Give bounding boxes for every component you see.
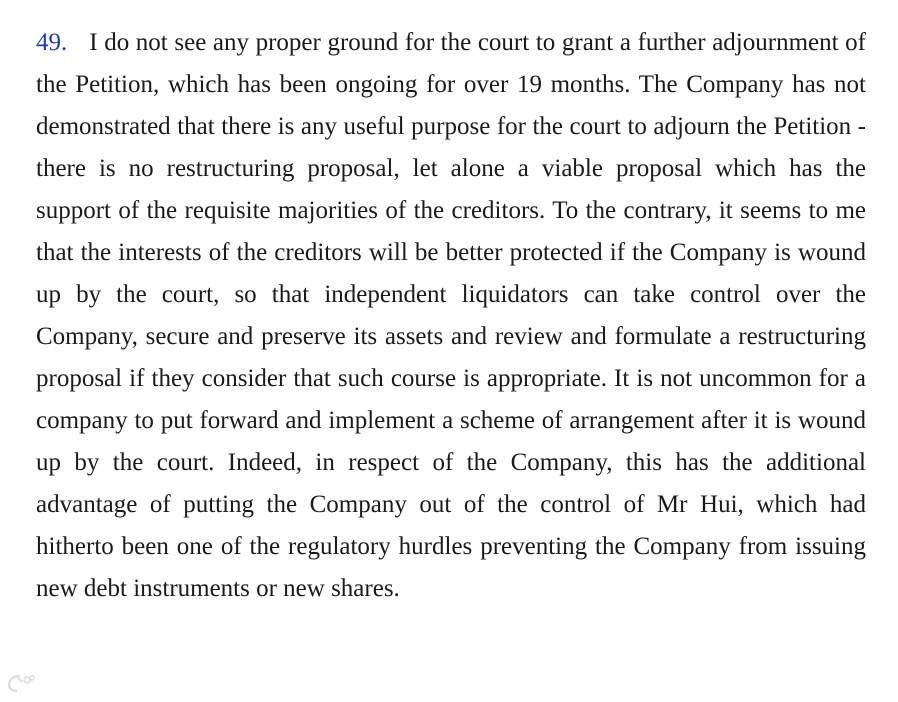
- watermark: [6, 672, 36, 694]
- judgment-page: [36, 22, 866, 610]
- paragraph-number: 49.: [36, 29, 68, 56]
- paragraph-text: I do not see any proper ground for the court to grant a further adjournment of the Petition, which has been ongoing for over 19 months. The Company has not demonstrated that there is any useful purpose for the court to adjourn the Petition - there is no restructuring proposal, let alone a viable proposal which has the support of the requisite majorities of the creditors. To the contrary, it seems to me that the interests of the creditors will be better protected if the Company is wound up by the court, so that independent liquidators can take control over the Company, secure and preserve its assets and review and formulate a restructuring proposal if they consider that such course is appropriate. It is not uncommon for a company to put forward and implement a scheme of arrangement after it is wound up by the court. Indeed, in respect of the Company, this has the additional advantage of putting the Company out of the control of Mr Hui, which had hitherto been one of the regulatory hurdles preventing the Company from issuing new debt instruments or new shares.: [36, 29, 866, 602]
- watermark-logo-icon: [6, 672, 36, 694]
- judgment-paragraph: [36, 22, 866, 610]
